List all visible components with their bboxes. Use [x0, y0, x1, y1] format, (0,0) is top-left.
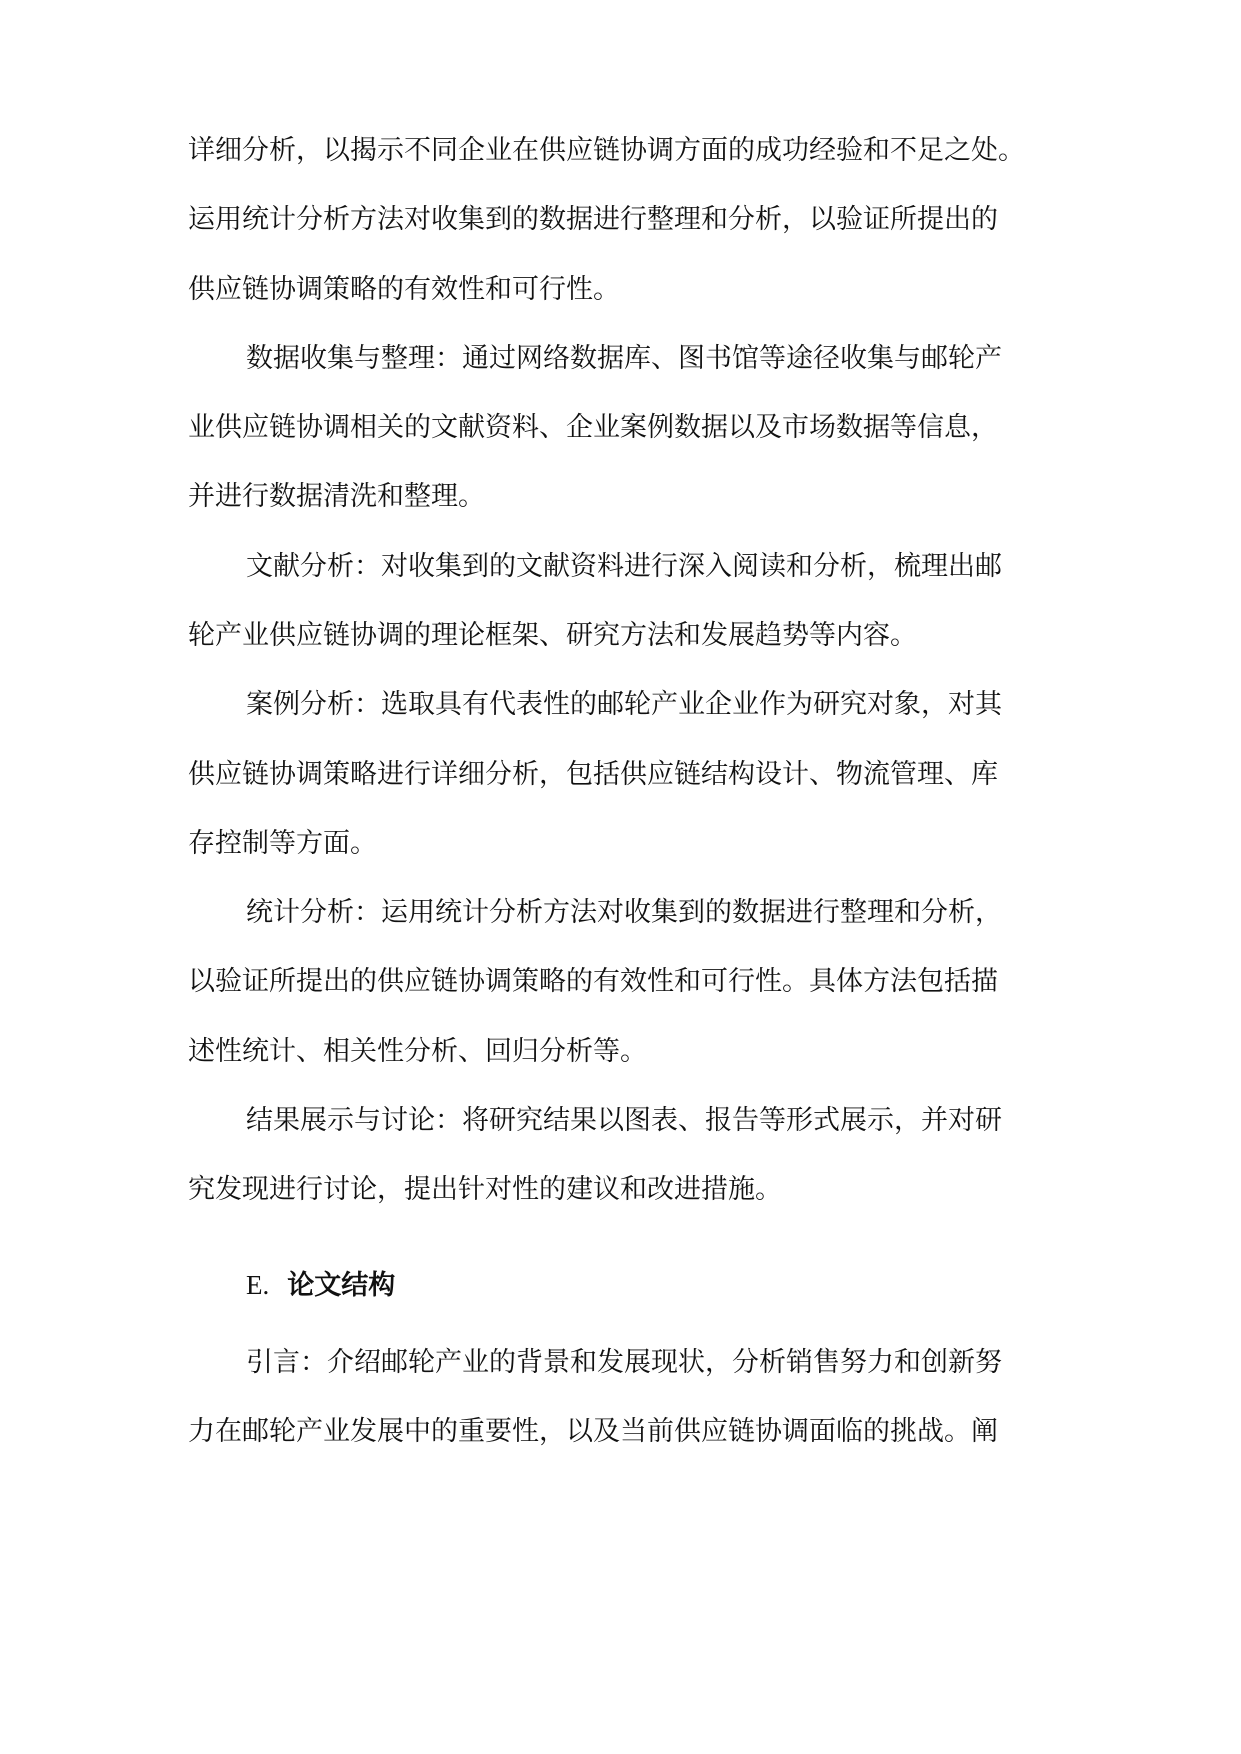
- paragraph-line: 轮产业供应链协调的理论框架、研究方法和发展趋势等内容。: [188, 620, 917, 651]
- paragraph-line: 以验证所提出的供应链协调策略的有效性和可行性。具体方法包括描: [188, 966, 998, 997]
- paragraph-line: 详细分析，以揭示不同企业在供应链协调方面的成功经验和不足之处。: [188, 135, 1025, 166]
- paragraph-line: 案例分析：选取具有代表性的邮轮产业企业作为研究对象，对其: [246, 689, 1002, 720]
- paragraph-line: 力在邮轮产业发展中的重要性，以及当前供应链协调面临的挑战。阐: [188, 1416, 998, 1447]
- paragraph-line: 供应链协调策略的有效性和可行性。: [188, 274, 620, 305]
- section-title: 论文结构: [287, 1270, 396, 1301]
- paragraph-line: 数据收集与整理：通过网络数据库、图书馆等途径收集与邮轮产: [246, 343, 1002, 374]
- paragraph-line: 引言：介绍邮轮产业的背景和发展现状，分析销售努力和创新努: [246, 1347, 1002, 1378]
- paragraph-line: 存控制等方面。: [188, 828, 377, 859]
- paragraph-line: 结果展示与讨论：将研究结果以图表、报告等形式展示，并对研: [246, 1105, 1002, 1136]
- paragraph-line: 述性统计、相关性分析、回归分析等。: [188, 1036, 647, 1067]
- paragraph-line: 并进行数据清洗和整理。: [188, 481, 485, 512]
- section-number: E.: [246, 1270, 270, 1300]
- paragraph-line: 究发现进行讨论，提出针对性的建议和改进措施。: [188, 1174, 782, 1205]
- paragraph-line: 运用统计分析方法对收集到的数据进行整理和分析，以验证所提出的: [188, 204, 998, 235]
- paragraph-line: 统计分析：运用统计分析方法对收集到的数据进行整理和分析，: [246, 897, 1002, 928]
- paragraph-line: 文献分析：对收集到的文献资料进行深入阅读和分析，梳理出邮: [246, 551, 1002, 582]
- paragraph-line: 供应链协调策略进行详细分析，包括供应链结构设计、物流管理、库: [188, 759, 998, 790]
- section-heading: [246, 1265, 846, 1305]
- paragraph-line: 业供应链协调相关的文献资料、企业案例数据以及市场数据等信息，: [188, 412, 998, 443]
